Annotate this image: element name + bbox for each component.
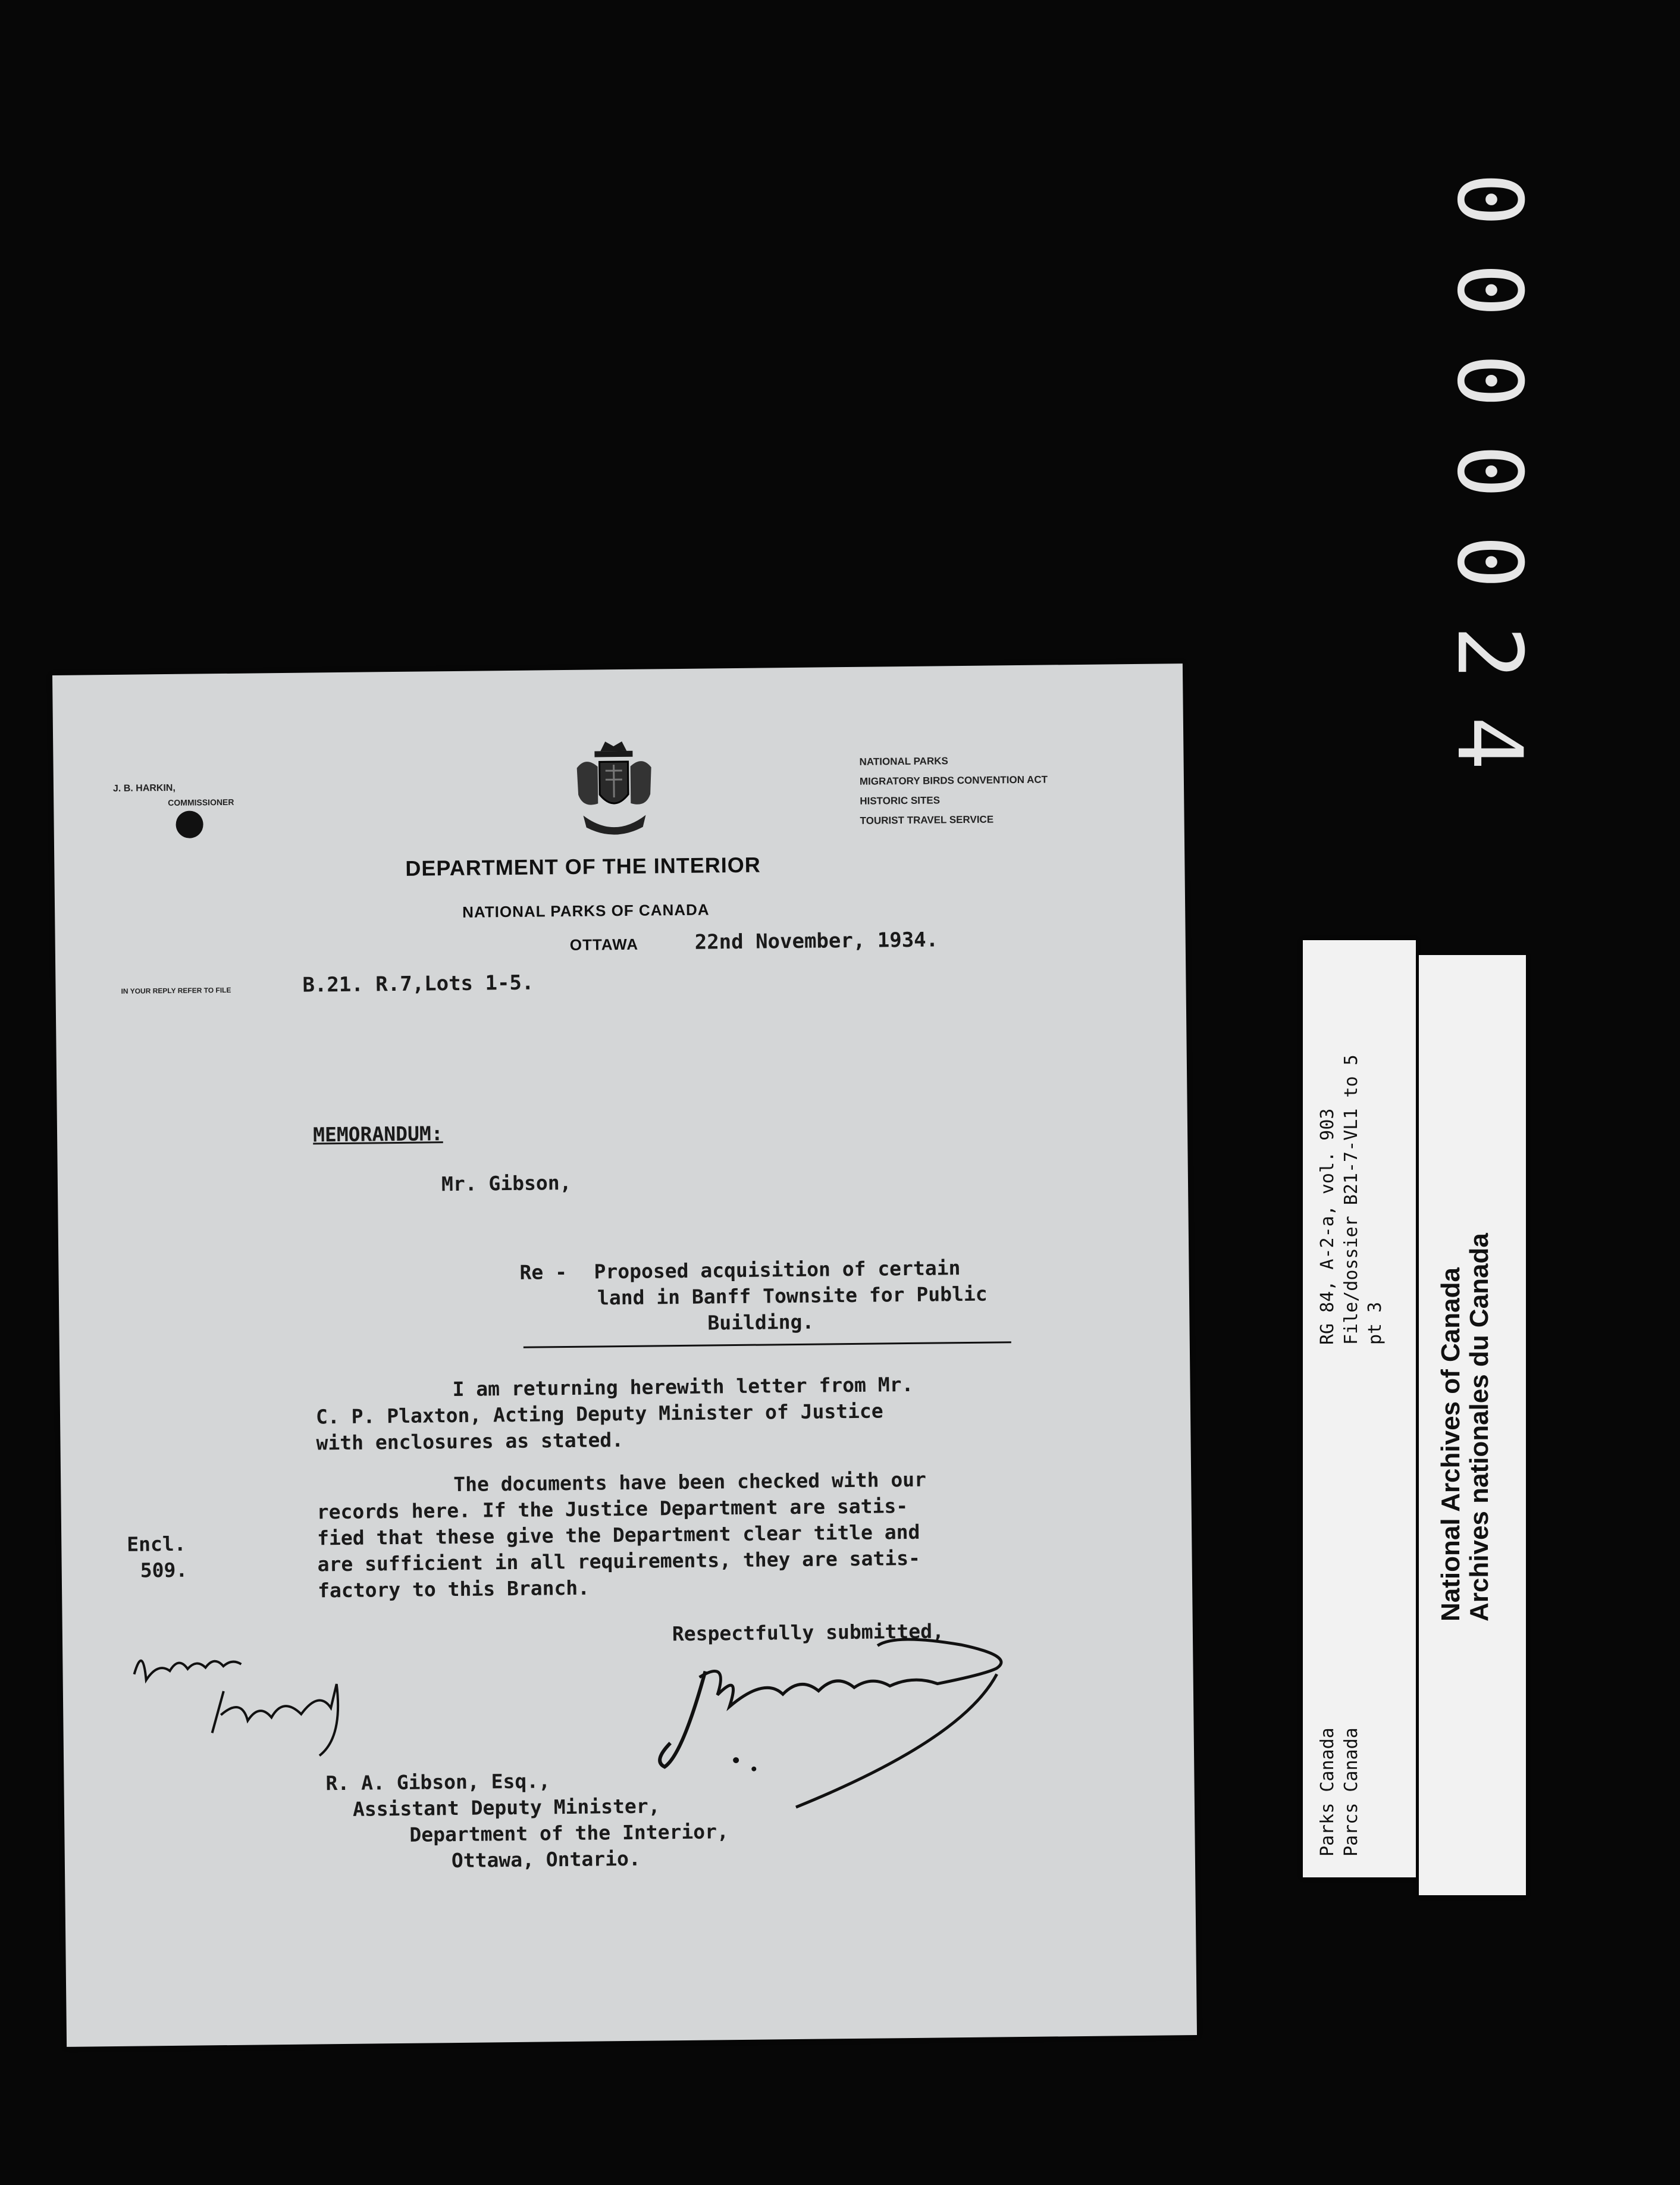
- reference-line: File/dossier B21-7-VL1 to 5: [1341, 1054, 1362, 1345]
- subject-block: [594, 1255, 988, 1338]
- text-line: fied that these give the Department clear title and: [316, 1520, 920, 1550]
- text-line: C. P. Plaxton, Acting Deputy Minister of Justice: [315, 1399, 883, 1429]
- subject-line: Proposed acquisition of certain: [594, 1256, 961, 1284]
- reply-reference-label: IN YOUR REPLY REFER TO FILE: [121, 985, 231, 996]
- memo-recipient: Mr. Gibson,: [441, 1170, 572, 1196]
- archive-name-line: National Archives of Canada: [1436, 1267, 1465, 1621]
- text-line: The documents have been checked with our: [453, 1467, 927, 1497]
- text-line: are sufficient in all requirements, they are satis-: [317, 1546, 921, 1576]
- coat-of-arms-icon: [571, 737, 658, 843]
- address-line: Ottawa, Ontario.: [451, 1846, 641, 1873]
- department-title: DEPARTMENT OF THE INTERIOR: [405, 852, 761, 881]
- city-label: OTTAWA: [569, 935, 639, 954]
- text-line: factory to this Branch.: [317, 1576, 590, 1602]
- reference-line: pt 3: [1365, 1301, 1386, 1345]
- commissioner-name: J. B. HARKIN,: [112, 782, 175, 794]
- branch-item: HISTORIC SITES: [860, 794, 941, 807]
- branch-item: MIGRATORY BIRDS CONVENTION ACT: [859, 774, 1048, 787]
- address-line: R. A. Gibson, Esq.,: [325, 1769, 551, 1795]
- text-line: with enclosures as stated.: [316, 1428, 624, 1455]
- division-title: NATIONAL PARKS OF CANADA: [462, 900, 710, 921]
- re-label: Re -: [519, 1260, 568, 1284]
- memo-date: 22nd November, 1934.: [694, 928, 939, 954]
- file-reference: B.21. R.7,Lots 1-5.: [302, 971, 534, 997]
- frame-number: 0000024: [1437, 173, 1541, 807]
- paragraph-1: [315, 1372, 914, 1457]
- memorandum-heading: MEMORANDUM:: [312, 1122, 443, 1147]
- reference-line: RG 84, A-2-a, vol. 903: [1317, 1108, 1338, 1345]
- archive-name: [1437, 1233, 1494, 1621]
- agency-name: [1316, 1727, 1364, 1857]
- subject-underline: [524, 1341, 1011, 1348]
- address-line: Assistant Deputy Minister,: [352, 1794, 660, 1821]
- agency-line: Parks Canada: [1317, 1727, 1338, 1857]
- paragraph-2: [316, 1467, 927, 1604]
- archive-reference: [1316, 1054, 1387, 1345]
- archive-name-line: Archives nationales du Canada: [1465, 1233, 1494, 1621]
- address-block: [325, 1766, 729, 1875]
- enclosure-label: Encl.: [127, 1532, 186, 1556]
- agency-line: Parcs Canada: [1341, 1727, 1362, 1857]
- punch-hole: [175, 810, 203, 838]
- handwritten-concurrence: [122, 1630, 409, 1770]
- subject-line: Building.: [707, 1310, 814, 1335]
- archive-name-label: [1419, 955, 1526, 1895]
- enclosure-number: 509.: [140, 1558, 188, 1582]
- text-line: records here. If the Justice Department are satis-: [316, 1494, 908, 1524]
- branch-list: [859, 750, 1048, 831]
- memorandum-page: [52, 663, 1197, 2047]
- enclosure-note: [127, 1531, 187, 1584]
- commissioner-title: COMMISSIONER: [168, 797, 234, 807]
- text-line: I am returning herewith letter from Mr.: [452, 1372, 914, 1401]
- archive-reference-label: [1303, 940, 1416, 1877]
- subject-line: land in Banff Townsite for Public: [597, 1282, 988, 1310]
- branch-item: NATIONAL PARKS: [859, 755, 948, 768]
- branch-item: TOURIST TRAVEL SERVICE: [860, 813, 994, 827]
- address-line: Department of the Interior,: [409, 1820, 729, 1846]
- closing-line: Respectfully submitted,: [672, 1619, 945, 1646]
